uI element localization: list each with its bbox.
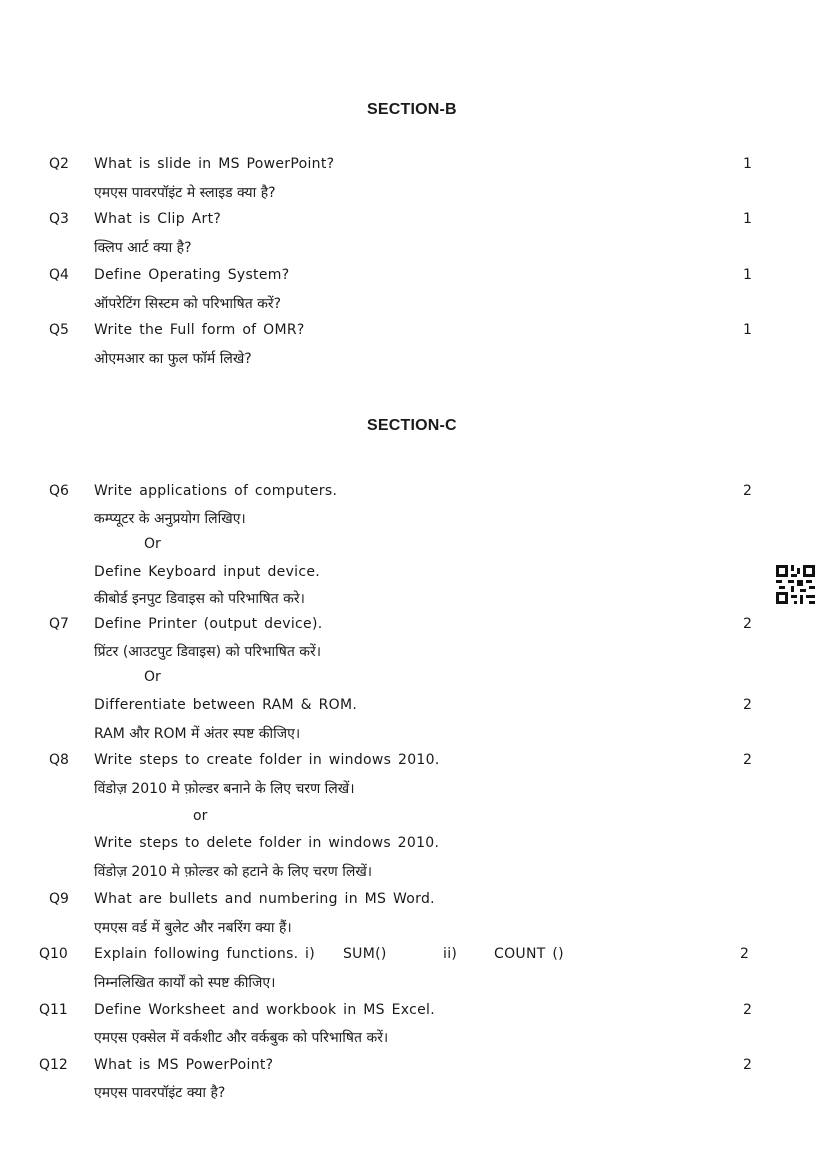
or-separator: Or bbox=[144, 536, 161, 552]
alternative-text-hi: RAM और ROM में अंतर स्पष्ट कीजिए। bbox=[94, 726, 301, 742]
question-text-hi: क्लिप आर्ट क्या है? bbox=[94, 240, 192, 256]
question-text-en: Write applications of computers. bbox=[94, 483, 338, 499]
question-number: Q12 bbox=[39, 1057, 68, 1073]
part-ii-function: COUNT () bbox=[494, 946, 564, 962]
question-marks: 2 bbox=[743, 616, 752, 632]
question-text-hi: प्रिंटर (आउटपुट डिवाइस) को परिभाषित करें। bbox=[94, 644, 322, 660]
question-text-en: Define Printer (output device). bbox=[94, 616, 323, 632]
qr-code-icon bbox=[776, 565, 815, 604]
part-i-label: i) bbox=[305, 946, 315, 962]
question-number: Q7 bbox=[49, 616, 69, 632]
question-text-hi: एमएस एक्सेल में वर्कशीट और वर्कबुक को परिभाषित करें। bbox=[94, 1030, 389, 1046]
question-text-hi: ऑपरेटिंग सिस्टम को परिभाषित करें? bbox=[94, 296, 282, 312]
question-marks: 2 bbox=[740, 946, 749, 962]
alternative-text-hi: विंडोज़ 2010 मे फ़ोल्डर को हटाने के लिए चरण लिखें। bbox=[94, 864, 373, 880]
question-text-hi: एमएस वर्ड में बुलेट और नबरिंग क्या हैं। bbox=[94, 920, 292, 936]
section-c-heading: SECTION-C bbox=[367, 417, 457, 434]
alternative-text-en: Write steps to delete folder in windows 2010. bbox=[94, 835, 440, 851]
question-text-en: Explain following functions. bbox=[94, 946, 299, 962]
question-text-en: What is MS PowerPoint? bbox=[94, 1057, 274, 1073]
question-marks: 2 bbox=[743, 752, 752, 768]
question-marks: 1 bbox=[743, 322, 752, 338]
question-text-en: What is Clip Art? bbox=[94, 211, 222, 227]
question-text-en: What are bullets and numbering in MS Word. bbox=[94, 891, 435, 907]
question-marks: 1 bbox=[743, 156, 752, 172]
question-marks: 2 bbox=[743, 1057, 752, 1073]
question-number: Q9 bbox=[49, 891, 69, 907]
question-text-hi: ओएमआर का फुल फॉर्म लिखे? bbox=[94, 351, 252, 367]
or-separator: or bbox=[193, 808, 208, 824]
question-marks: 2 bbox=[743, 1002, 752, 1018]
or-separator: Or bbox=[144, 669, 161, 685]
alternative-text-hi: कीबोर्ड इनपुट डिवाइस को परिभाषित करे। bbox=[94, 591, 305, 607]
question-text-en: Write steps to create folder in windows 2010. bbox=[94, 752, 440, 768]
question-number: Q4 bbox=[49, 267, 69, 283]
question-text-hi: विंडोज़ 2010 मे फ़ोल्डर बनाने के लिए चरण लिखें। bbox=[94, 781, 355, 797]
question-text-en: Write the Full form of OMR? bbox=[94, 322, 305, 338]
section-b-heading: SECTION-B bbox=[367, 101, 457, 118]
question-marks: 1 bbox=[743, 267, 752, 283]
question-text-en: Define Operating System? bbox=[94, 267, 290, 283]
question-number: Q6 bbox=[49, 483, 69, 499]
question-text-en: What is slide in MS PowerPoint? bbox=[94, 156, 335, 172]
question-number: Q5 bbox=[49, 322, 69, 338]
question-number: Q3 bbox=[49, 211, 69, 227]
alternative-text-en: Differentiate between RAM & ROM. bbox=[94, 697, 358, 713]
question-number: Q10 bbox=[39, 946, 68, 962]
alternative-text-en: Define Keyboard input device. bbox=[94, 564, 321, 580]
question-number: Q2 bbox=[49, 156, 69, 172]
alternative-marks: 2 bbox=[743, 697, 752, 713]
question-number: Q8 bbox=[49, 752, 69, 768]
question-text-hi: एमएस पावरपॉइंट मे स्लाइड क्या है? bbox=[94, 185, 276, 201]
question-text-en: Define Worksheet and workbook in MS Excel. bbox=[94, 1002, 435, 1018]
question-number: Q11 bbox=[39, 1002, 68, 1018]
part-ii-label: ii) bbox=[443, 946, 458, 962]
part-i-function: SUM() bbox=[343, 946, 387, 962]
question-text-hi: निम्नलिखित कार्यों को स्पष्ट कीजिए। bbox=[94, 975, 276, 991]
question-marks: 1 bbox=[743, 211, 752, 227]
question-text-hi: एमएस पावरपॉइंट क्या है? bbox=[94, 1085, 226, 1101]
question-text-hi: कम्प्यूटर के अनुप्रयोग लिखिए। bbox=[94, 511, 246, 527]
question-marks: 2 bbox=[743, 483, 752, 499]
